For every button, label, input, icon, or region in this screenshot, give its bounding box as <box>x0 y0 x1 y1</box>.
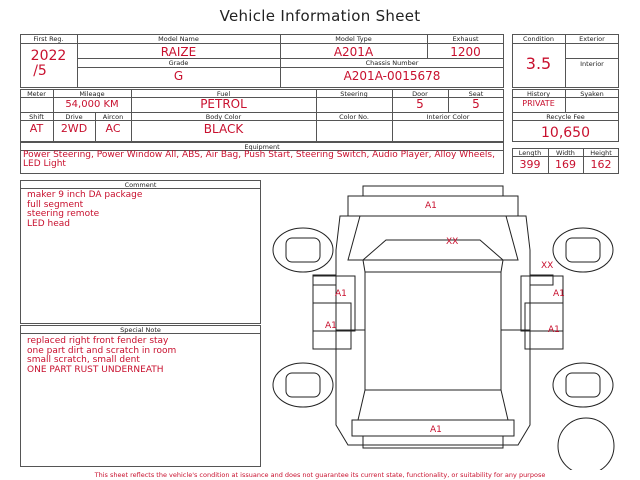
model-name-value: RAIZE <box>160 45 197 59</box>
equipment-value: Power Steering, Power Window All, ABS, Air Bag, Push Start, Steering Switch, Audio Player, Alloy Wheels, LED Light <box>23 150 495 169</box>
exterior-label: Exterior <box>579 35 605 43</box>
interior-color-label: Interior Color <box>426 113 470 121</box>
length-value: 399 <box>519 158 541 171</box>
syaken-label: Syaken <box>580 90 604 98</box>
damage-mark-front: A1 <box>425 201 437 211</box>
width-value: 169 <box>555 158 576 171</box>
model-name-label: Model Name <box>158 35 199 43</box>
aircon-label: Aircon <box>102 113 124 121</box>
interior-label: Interior <box>580 60 604 68</box>
damage-mark-rear: A1 <box>430 425 442 435</box>
aircon-value: AC <box>105 122 121 135</box>
recycle-fee-value: 10,650 <box>541 125 590 141</box>
disclaimer-footer: This sheet reflects the vehicle's condition at issuance and does not guarantee its current state, functionality, or suitability for any purpose <box>94 471 546 479</box>
special-note-text: replaced right front fender stay one part dirt and scratch in room small scratch, small dent ONE PART RUST UNDERNEATH <box>27 336 177 375</box>
exhaust-value: 1200 <box>450 45 481 59</box>
exhaust-label: Exhaust <box>452 35 479 43</box>
steering-label: Steering <box>340 90 368 98</box>
grade-value: G <box>173 69 184 83</box>
door-value: 5 <box>416 97 424 111</box>
fuel-value: PETROL <box>200 97 247 111</box>
damage-mark-right-front: XX <box>541 261 554 271</box>
grade-label: Grade <box>168 59 189 67</box>
comment-text: maker 9 inch DA package full segment steering remote LED head <box>27 190 143 229</box>
mileage-value: 54,000 KM <box>65 99 119 110</box>
length-label: Length <box>518 149 542 157</box>
body-color-value: BLACK <box>203 122 244 136</box>
seat-label: Seat <box>468 90 484 98</box>
car-damage-diagram <box>268 180 628 470</box>
door-label: Door <box>412 90 428 98</box>
shift-value: AT <box>29 122 44 135</box>
body-color-label: Body Color <box>205 113 242 121</box>
condition-label: Condition <box>522 35 555 43</box>
width-label: Width <box>556 149 575 157</box>
sheet-title: Vehicle Information Sheet <box>219 7 421 25</box>
model-type-label: Model Type <box>335 35 372 43</box>
color-no-label: Color No. <box>339 113 369 121</box>
shift-label: Shift <box>29 113 44 121</box>
recycle-fee-label: Recycle Fee <box>546 113 585 121</box>
condition-value: 3.5 <box>525 54 552 73</box>
meter-label: Meter <box>27 90 46 98</box>
history-value: PRIVATE <box>522 99 555 108</box>
model-type-value: A201A <box>333 45 374 59</box>
damage-mark-right-front-door: A1 <box>553 289 565 299</box>
drive-value: 2WD <box>60 122 88 135</box>
comment-label: Comment <box>124 181 157 189</box>
first-reg-year: 2022 <box>30 48 67 64</box>
damage-mark-right-rear-door: A1 <box>548 325 560 335</box>
mileage-label: Mileage <box>79 90 105 98</box>
history-label: History <box>526 90 551 98</box>
damage-mark-hood: XX <box>446 237 459 247</box>
height-label: Height <box>590 149 612 157</box>
fuel-label: Fuel <box>216 90 231 98</box>
first-reg-label: First Reg. <box>33 35 64 43</box>
drive-label: Drive <box>65 113 83 121</box>
chassis-number-value: A201A-0015678 <box>343 69 441 83</box>
damage-mark-left-rear-door: A1 <box>325 321 337 331</box>
equipment-label: Equipment <box>244 143 280 151</box>
seat-value: 5 <box>472 97 480 111</box>
height-value: 162 <box>590 158 612 171</box>
chassis-number-label: Chassis Number <box>365 59 419 67</box>
first-reg-month: /5 <box>33 63 47 79</box>
special-note-label: Special Note <box>120 326 161 334</box>
damage-mark-left-front-door: A1 <box>335 289 347 299</box>
